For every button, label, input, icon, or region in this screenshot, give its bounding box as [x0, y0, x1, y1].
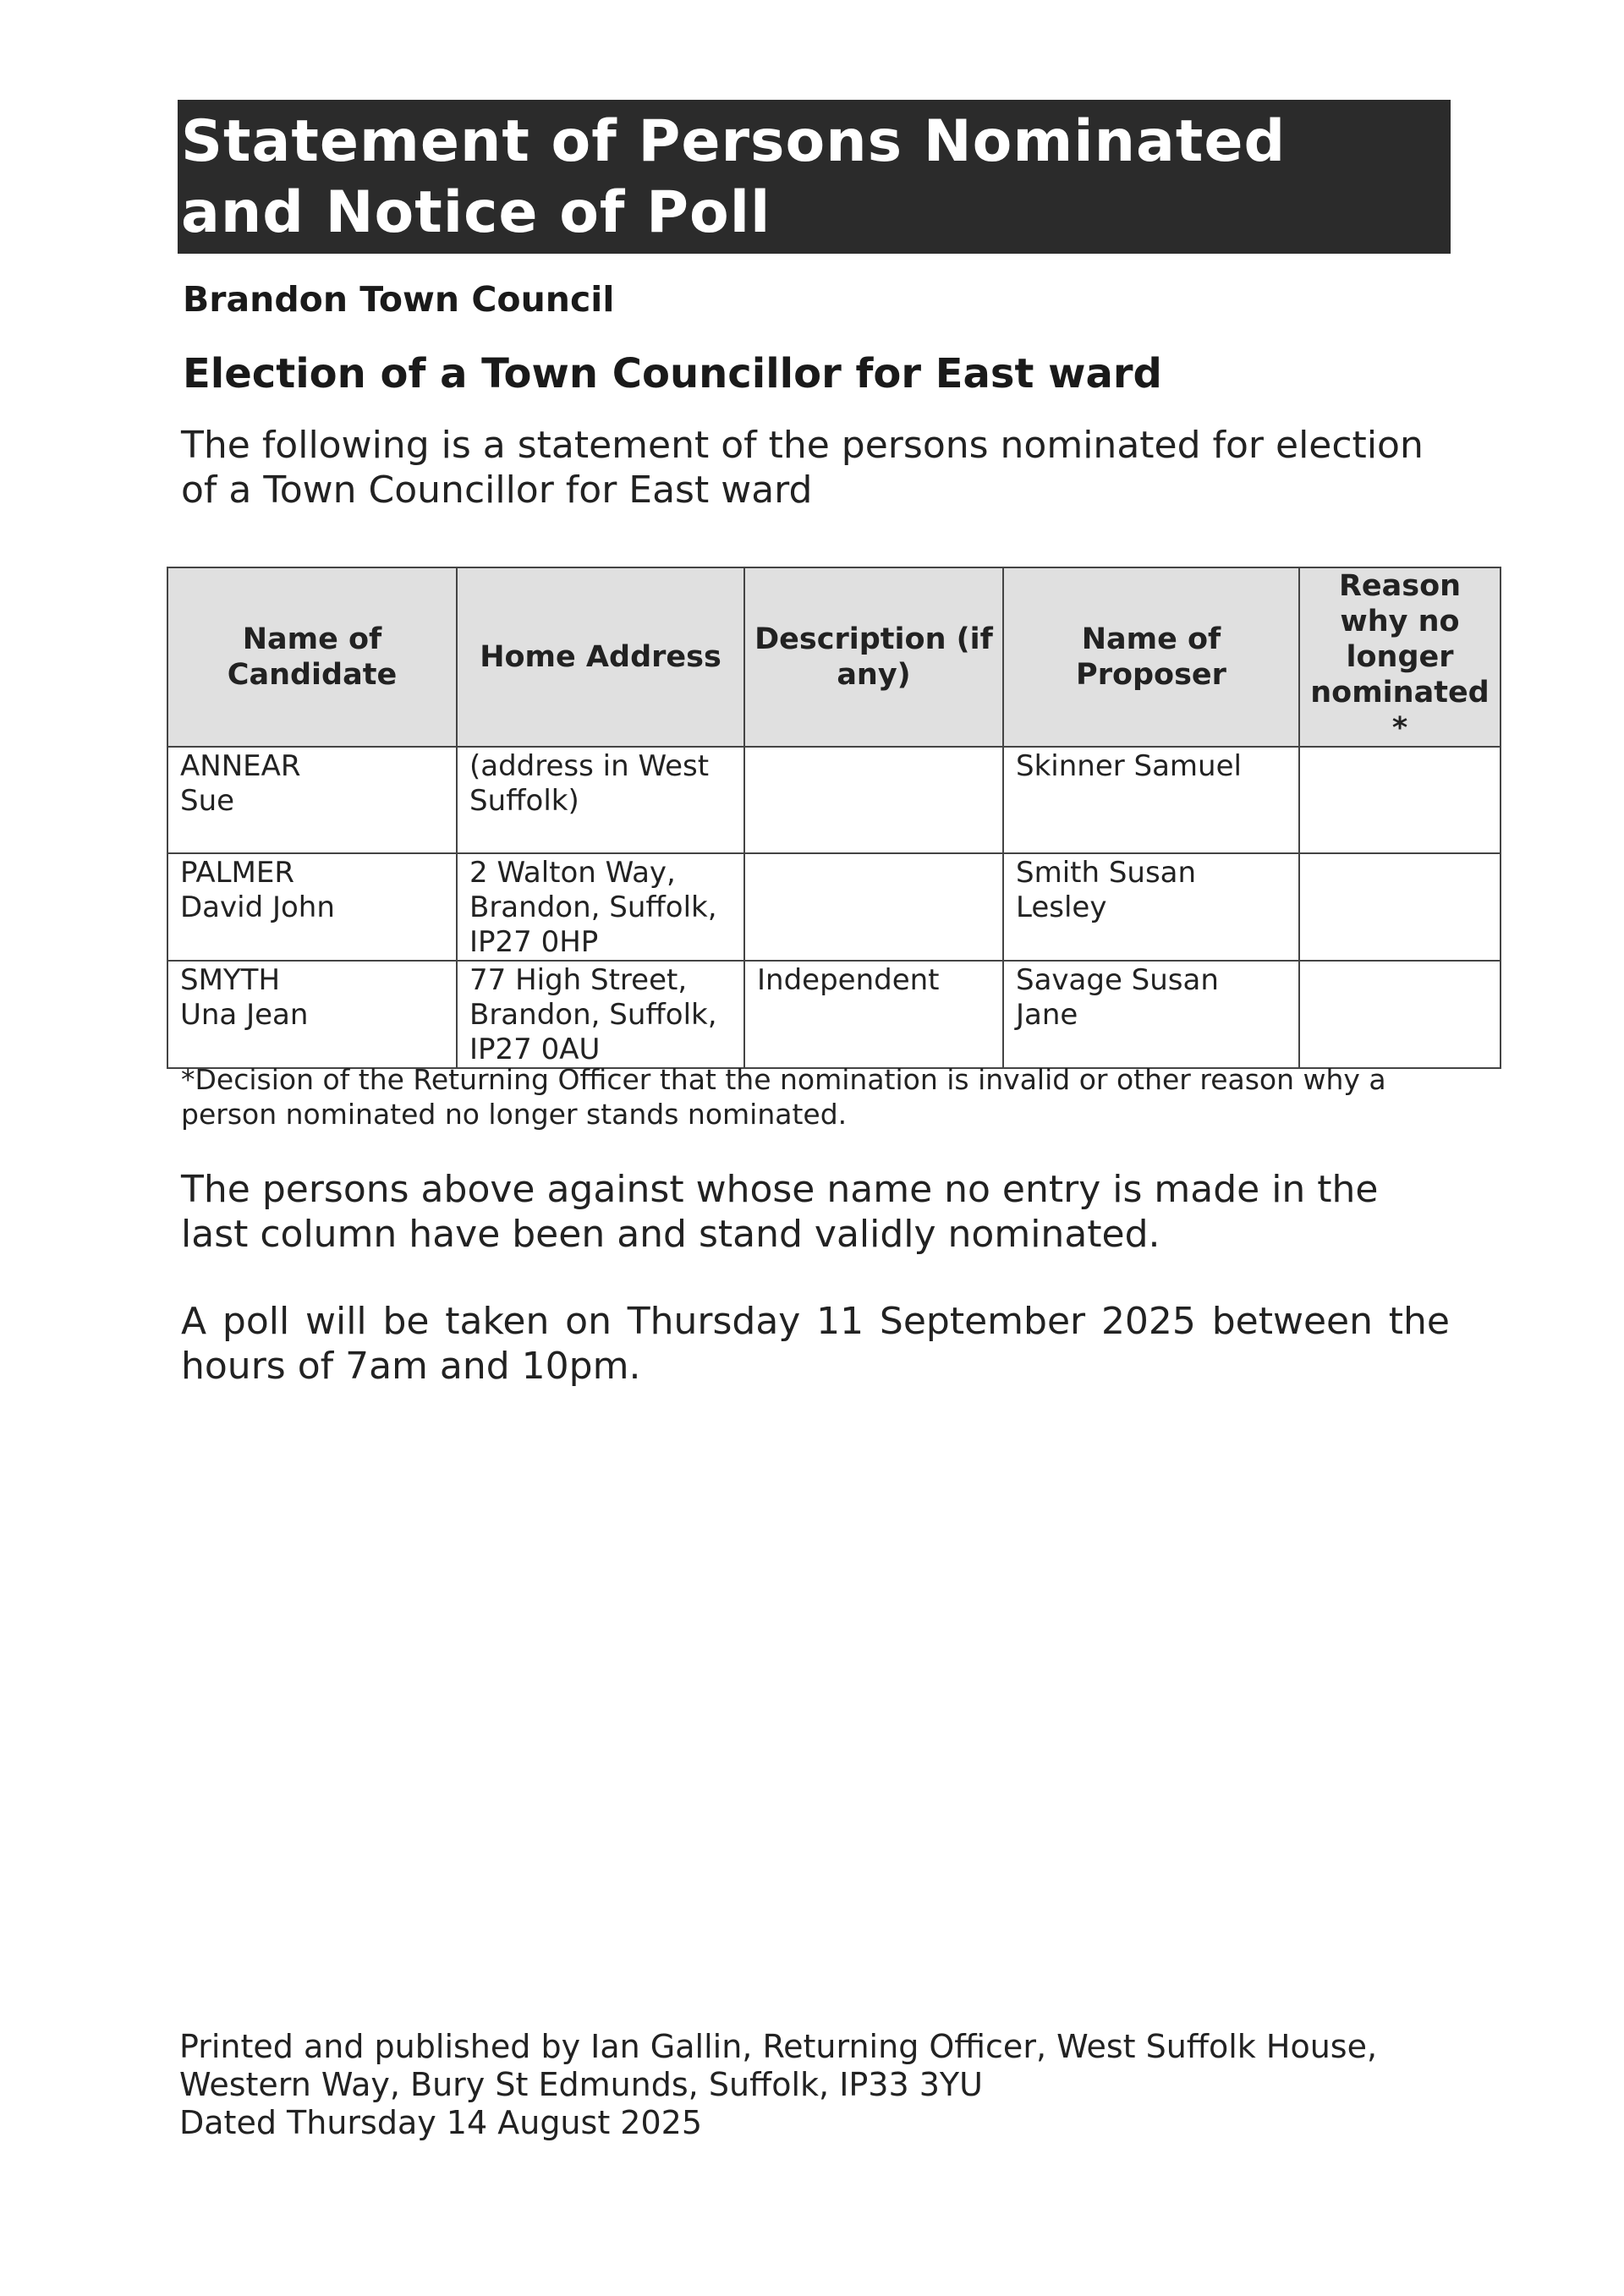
- title-banner: [178, 100, 1451, 254]
- poll-notice: A poll will be taken on Thursday 11 September 2025 between the hours of 7am and 10pm.: [181, 1300, 1450, 1388]
- header-description: Description (if any): [744, 567, 1003, 747]
- imprint-line: Western Way, Bury St Edmunds, Suffolk, IP33 3YU: [179, 2066, 983, 2103]
- candidate-surname: SMYTH: [180, 963, 281, 997]
- table-row: [167, 747, 1501, 853]
- proposer-line: Smith Susan: [1016, 856, 1197, 890]
- candidate-surname: PALMER: [180, 856, 294, 890]
- council-name: Brandon Town Council: [183, 279, 615, 320]
- imprint-date: Dated Thursday 14 August 2025: [179, 2104, 703, 2141]
- table-row: [167, 961, 1501, 1068]
- table-row: [167, 853, 1501, 961]
- candidate-cell: [167, 961, 457, 1068]
- page-title-line2: and Notice of Poll: [181, 179, 771, 246]
- footnote: *Decision of the Returning Officer that the nomination is invalid or other reason why a person nominated no longer stands nominated.: [181, 1063, 1386, 1131]
- address-line: IP27 0AU: [469, 1033, 601, 1066]
- candidate-cell: [167, 747, 457, 853]
- intro-text: The following is a statement of the persons nominated for election of a Town Councillor for East ward: [181, 424, 1424, 512]
- address-line: (address in West: [469, 749, 710, 783]
- nomination-statement: The persons above against whose name no entry is made in the last column have been and stand validly nominated.: [181, 1168, 1379, 1256]
- candidate-forenames: David John: [180, 890, 335, 924]
- address-line: 2 Walton Way,: [469, 856, 676, 890]
- header-candidate: Name of Candidate: [167, 567, 457, 747]
- address-cell: [457, 853, 744, 961]
- table-header-row: [167, 567, 1501, 747]
- page-title-line1: Statement of Persons Nominated: [181, 108, 1287, 175]
- address-line: Suffolk): [469, 784, 579, 818]
- proposer-cell: [1003, 961, 1299, 1068]
- address-line: Brandon, Suffolk,: [469, 998, 717, 1032]
- imprint: [179, 2028, 1490, 2142]
- imprint-line: Printed and published by Ian Gallin, Returning Officer, West Suffolk House,: [179, 2028, 1378, 2065]
- proposer-line: Savage Susan: [1016, 963, 1219, 997]
- candidate-forenames: Sue: [180, 784, 235, 818]
- address-cell: [457, 747, 744, 853]
- reason-cell: [1299, 961, 1501, 1068]
- header-proposer: Name of Proposer: [1003, 567, 1299, 747]
- description-cell: [744, 747, 1003, 853]
- header-reason: Reason why no longer nominated *: [1299, 567, 1501, 747]
- proposer-cell: [1003, 747, 1299, 853]
- reason-cell: [1299, 853, 1501, 961]
- reason-cell: [1299, 747, 1501, 853]
- election-title: Election of a Town Councillor for East ward: [183, 350, 1162, 397]
- candidates-table: [167, 567, 1501, 1069]
- header-address: Home Address: [457, 567, 744, 747]
- description-cell: [744, 853, 1003, 961]
- candidate-surname: ANNEAR: [180, 749, 301, 783]
- proposer-line: Skinner Samuel: [1016, 749, 1242, 783]
- candidate-cell: [167, 853, 457, 961]
- address-cell: [457, 961, 744, 1068]
- address-line: Brandon, Suffolk,: [469, 890, 717, 924]
- proposer-cell: [1003, 853, 1299, 961]
- proposer-line: Lesley: [1016, 890, 1107, 924]
- candidate-forenames: Una Jean: [180, 998, 309, 1032]
- address-line: 77 High Street,: [469, 963, 688, 997]
- description-cell: Independent: [744, 961, 1003, 1068]
- proposer-line: Jane: [1016, 998, 1078, 1032]
- address-line: IP27 0HP: [469, 925, 599, 959]
